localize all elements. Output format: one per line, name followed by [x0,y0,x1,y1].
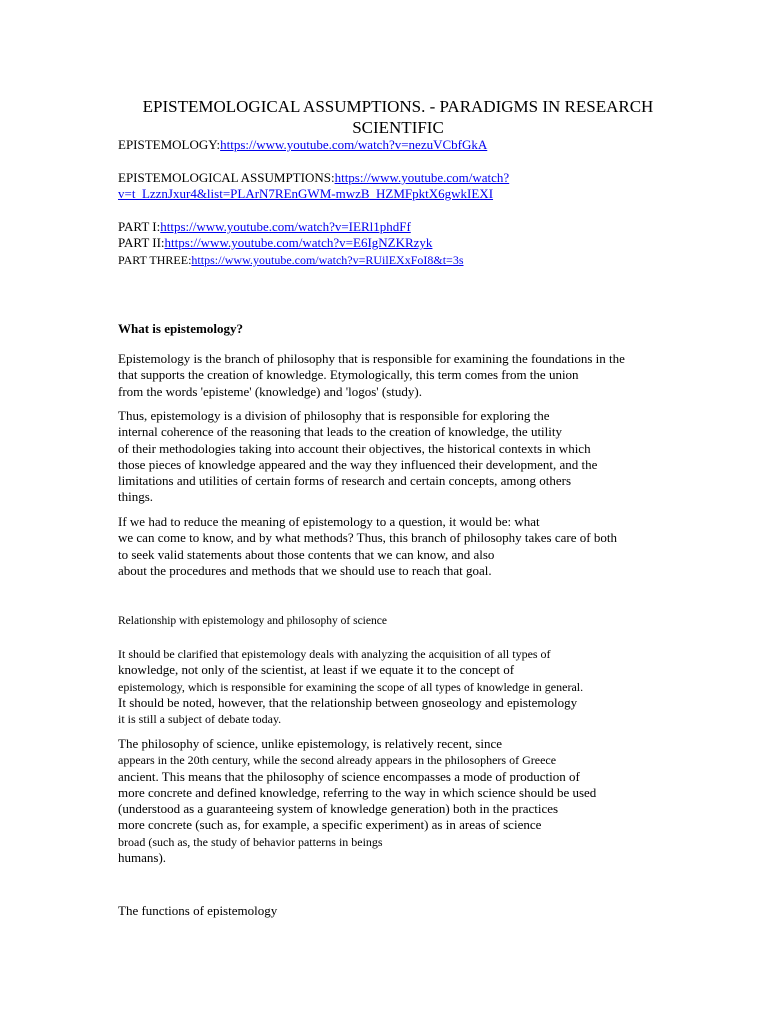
paragraph-line: humans). [118,850,167,866]
link-label: PART I: [118,219,161,234]
video-link[interactable]: https://www.youtube.com/watch? [334,170,510,185]
paragraph-line: (understood as a guaranteeing system of knowledge generation) both in the practices [118,801,559,817]
paragraph-line: of their methodologies taking into account their objectives, the historical contexts in which [118,440,591,456]
paragraph-line: Epistemology is the branch of philosophy that is responsible for examining the foundations in the [118,351,625,366]
paragraph-line: It should be clarified that epistemology deals with analyzing the acquisition of all types of [118,647,551,661]
paragraph-line: If we had to reduce the meaning of epistemology to a question, it would be: what [118,514,540,529]
paragraph-3 [118,514,678,579]
link-label: PART II: [118,235,165,250]
video-link[interactable]: https://www.youtube.com/watch?v=nezuVCbfGkA [220,137,488,152]
paragraph-line: more concrete (such as, for example, a specific experiment) as in areas of science [118,817,542,833]
paragraph-5 [118,736,678,866]
page-title: EPISTEMOLOGICAL ASSUMPTIONS. - PARADIGMS IN RESEARCH SCIENTIFIC [142,97,654,137]
link-row-part-1 [118,219,411,235]
link-row-epistemology [118,137,487,153]
paragraph-line: we can come to know, and by what methods? Thus, this branch of philosophy takes care of both [118,530,617,546]
paragraph-line: more concrete and defined knowledge, referring to the way in which science should be used [118,784,597,800]
paragraph-line: those pieces of knowledge appeared and the way they influenced their development, and the [118,456,598,472]
paragraph-line: limitations and utilities of certain forms of research and certain concepts, among others [118,473,572,489]
paragraph-1 [118,351,678,400]
video-link[interactable]: https://www.youtube.com/watch?v=RUilEXxFoI8&t=3s [191,253,464,267]
paragraph-line: about the procedures and methods that we should use to reach that goal. [118,562,492,578]
paragraph-line: epistemology, which is responsible for examining the scope of all types of knowledge in general. [118,679,584,694]
paragraph-4 [118,646,678,727]
paragraph-line: internal coherence of the reasoning that leads to the creation of knowledge, the utility [118,424,563,440]
video-link[interactable]: https://www.youtube.com/watch?v=IERl1phdFf [160,219,411,234]
paragraph-line: knowledge, not only of the scientist, at least if we equate it to the concept of [118,662,515,678]
link-label: EPISTEMOLOGICAL ASSUMPTIONS: [118,170,335,185]
link-row-assumptions [118,170,509,186]
paragraph-line: it is still a subject of debate today. [118,712,282,727]
link-row-part-3 [118,252,464,268]
video-link[interactable]: https://www.youtube.com/watch?v=E6IgNZKRzyk [164,235,433,250]
section-heading-what-is-epistemology: What is epistemology? [118,321,243,336]
paragraph-line: The philosophy of science, unlike epistemology, is relatively recent, since [118,736,502,751]
section-heading-functions: The functions of epistemology [118,903,278,918]
paragraph-line: broad (such as, the study of behavior patterns in beings [118,834,383,849]
link-label: PART THREE: [118,253,192,267]
video-link-continuation[interactable]: v=t_LzznJxur4&list=PLArN7REnGWM-mwzB_HZMFpktX6gwkIEXI [118,186,494,201]
paragraph-line: ancient. This means that the philosophy of science encompasses a mode of production of [118,768,580,784]
paragraph-line: Thus, epistemology is a division of philosophy that is responsible for exploring the [118,408,550,423]
paragraph-line: It should be noted, however, that the relationship between gnoseology and epistemology [118,694,578,710]
paragraph-line: things. [118,489,154,505]
link-row-assumptions-cont [118,186,493,202]
link-label: EPISTEMOLOGY: [118,137,221,152]
link-row-part-2 [118,235,432,251]
paragraph-line: appears in the 20th century, while the second already appears in the philosophers of Greece [118,753,557,768]
paragraph-2 [118,408,678,506]
section-heading-relationship: Relationship with epistemology and philosophy of science [118,615,387,627]
paragraph-line: from the words 'episteme' (knowledge) and 'logos' (study). [118,383,422,399]
paragraph-line: to seek valid statements about those contents that we can know, and also [118,546,495,562]
paragraph-line: that supports the creation of knowledge. Etymologically, this term comes from the union [118,367,579,383]
